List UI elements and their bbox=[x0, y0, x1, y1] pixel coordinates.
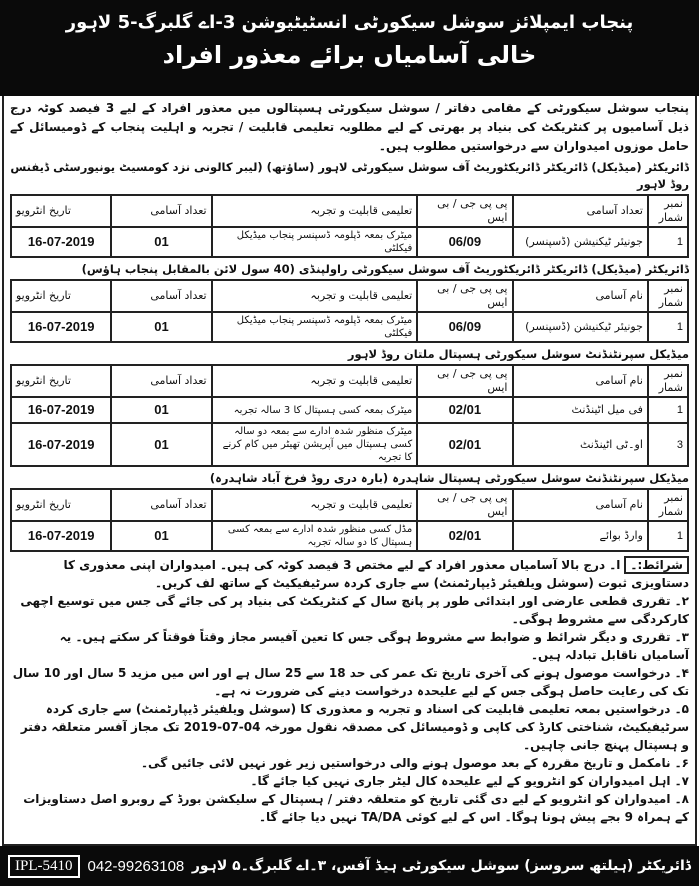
serial-number: 3 bbox=[648, 423, 688, 466]
condition-item: ۶۔ نامکمل و تاریخ مقررہ کے بعد موصول ہونے والی درخواستیں زیر غور نہیں لائی جائیں گی۔ bbox=[141, 756, 689, 770]
column-header: نمبر شمار bbox=[648, 195, 688, 227]
vacancy-table bbox=[10, 364, 689, 467]
post-name: جونیئر ٹیکنیشن (ڈسپنسر) bbox=[513, 227, 648, 257]
column-header: پی پی جی / بی ایس bbox=[417, 195, 512, 227]
column-header: نمبر شمار bbox=[648, 489, 688, 521]
serial-number: 1 bbox=[648, 312, 688, 342]
qualification: میٹرک بمعہ ڈپلومہ ڈسپنسر پنجاب میڈیکل فیکلٹی bbox=[212, 312, 418, 342]
serial-number: 1 bbox=[648, 521, 688, 551]
post-count: 01 bbox=[111, 423, 211, 466]
table-row bbox=[11, 227, 688, 257]
header-banner bbox=[0, 0, 699, 96]
intro-text: پنجاب سوشل سیکورٹی کے مقامی دفاتر / سوشل سیکورٹی ہسپتالوں میں معذور افراد کے لیے 3 فیصد کوٹہ درج ذیل آسامیوں پر کنٹریکٹ کی بنیاد پر بھرتی کے لیے مطلوبہ تعلیمی قابلیت / تجربہ و اہلیت پنجاب کے ڈومیسائل کے حامل موزوں امیدواران سے درخواستیں مطلوب ہیں۔ bbox=[10, 101, 689, 153]
conditions bbox=[10, 556, 689, 826]
interview-date: 16-07-2019 bbox=[11, 397, 111, 423]
post-name: وارڈ بوائے bbox=[513, 521, 648, 551]
post-count: 01 bbox=[111, 312, 211, 342]
phone-number: 042-99263108 bbox=[87, 857, 185, 875]
column-header: تعلیمی قابلیت و تجربہ bbox=[212, 195, 418, 227]
condition-item: شرائط:۔ا۔ درج بالا آسامیاں معذور افراد کے لیے مختص 3 فیصد کوٹہ کی ہیں۔ امیدواران اپنی معذوری کا دستاویزی ثبوت (سوشل ویلفیئر ڈیپارٹمنٹ) سے جاری کردہ سرٹیفیکیٹ کے ساتھ لف کریں۔ bbox=[63, 558, 689, 590]
serial-number: 1 bbox=[648, 227, 688, 257]
pay-scale: 02/01 bbox=[417, 397, 512, 423]
footer bbox=[0, 846, 699, 886]
condition-item: ۵۔ درخواستیں بمعہ تعلیمی قابلیت کی اسناد و تجربہ و معذوری کا (سوشل ویلفیئر ڈیپارٹمنٹ) سے جاری کردہ سرٹیفیکیٹ، شناختی کارڈ کی کاپی و ڈومیسائل کی مصدقہ نقول مورخہ 04-07-2019 تک مجاز آفسر متعلقہ دفتر و ہسپتال پہنچ جانی چاہیں۔ bbox=[20, 702, 689, 752]
interview-date: 16-07-2019 bbox=[11, 312, 111, 342]
post-name: او۔ٹی اٹینڈنٹ bbox=[513, 423, 648, 466]
column-header: نام آسامی bbox=[513, 489, 648, 521]
condition-item: ۲۔ تقرری قطعی عارضی اور ابتدائی طور پر پانچ سال کے کنٹریکٹ کی بنیاد پر کی جائے گی جس میں توسیع اچھی کارکردگی سے مشروط ہوگی۔ bbox=[20, 594, 689, 626]
table-row bbox=[11, 423, 688, 466]
vacancy-table bbox=[10, 488, 689, 552]
column-header: پی پی جی / بی ایس bbox=[417, 489, 512, 521]
interview-date: 16-07-2019 bbox=[11, 227, 111, 257]
post-count: 01 bbox=[111, 397, 211, 423]
qualification: میٹرک بمعہ ڈپلومہ ڈسپنسر پنجاب میڈیکل فیکلٹی bbox=[212, 227, 418, 257]
column-header: تعلیمی قابلیت و تجربہ bbox=[212, 365, 418, 397]
post-count: 01 bbox=[111, 227, 211, 257]
qualification: مڈل کسی منظور شدہ ادارے سے بمعہ کسی ہسپتال کا دو سالہ تجربہ bbox=[212, 521, 418, 551]
table-header bbox=[11, 365, 688, 397]
section-title: ڈائریکٹر (میڈیکل) ڈائریکٹر ڈائریکٹوریٹ آف سوشل سیکورٹی راولپنڈی (40 سول لائن بالمقابل پنجاب ہاؤس) bbox=[81, 262, 689, 276]
column-header: تاریخ انٹرویو bbox=[11, 195, 111, 227]
ad-reference: IPL-5410 bbox=[8, 855, 80, 878]
table-row bbox=[11, 397, 688, 423]
column-header: نمبر شمار bbox=[648, 365, 688, 397]
vacancy-table bbox=[10, 194, 689, 258]
footer-address: ڈائریکٹر (ہیلتھ سروسز) سوشل سیکورٹی ہیڈ آفس، ۳۔اے گلبرگ۔۵ لاہور bbox=[191, 858, 691, 874]
pay-scale: 02/01 bbox=[417, 521, 512, 551]
column-header: تعداد آسامی bbox=[513, 195, 648, 227]
condition-item: ۴۔ درخواست موصول ہونے کی آخری تاریخ تک عمر کی حد 18 سے 25 سال ہے اور اس میں مزید 5 سال اور 10 سال تک کی رعایت حاصل ہوگی جس کے لیے علیحدہ درخواست دینے کی ضرورت نہ ہے۔ bbox=[12, 666, 689, 698]
table-header bbox=[11, 489, 688, 521]
condition-item: ۳۔ تقرری و دیگر شرائط و ضوابط سے مشروط ہوگی جس کا تعین آفیسر مجاز وقتاً فوقتاً کر سکتے ہیں۔ یہ آسامیاں ناقابل تبادلہ ہیں۔ bbox=[59, 630, 689, 662]
column-header: تعداد آسامی bbox=[111, 489, 211, 521]
pay-scale: 06/09 bbox=[417, 312, 512, 342]
column-header: تاریخ انٹرویو bbox=[11, 489, 111, 521]
qualification: میٹرک منظور شدہ ادارے سے بمعہ دو سالہ کسی ہسپتال میں آپریشن تھیٹر میں کام کرنے کا تجربہ bbox=[212, 423, 418, 466]
ad-title: خالی آسامیاں برائے معذور افراد bbox=[162, 41, 537, 69]
column-header: تاریخ انٹرویو bbox=[11, 280, 111, 312]
column-header: نمبر شمار bbox=[648, 280, 688, 312]
column-header: تعلیمی قابلیت و تجربہ bbox=[212, 489, 418, 521]
column-header: پی پی جی / بی ایس bbox=[417, 365, 512, 397]
vacancy-table bbox=[10, 279, 689, 343]
post-count: 01 bbox=[111, 521, 211, 551]
condition-item: ۷۔ اہل امیدواران کو انٹرویو کے لیے علیحدہ کال لیٹر جاری نہیں کیا جائے گا۔ bbox=[250, 774, 689, 788]
column-header: تعداد آسامی bbox=[111, 365, 211, 397]
column-header: تعداد آسامی bbox=[111, 195, 211, 227]
column-header: پی پی جی / بی ایس bbox=[417, 280, 512, 312]
table-header bbox=[11, 195, 688, 227]
serial-number: 1 bbox=[648, 397, 688, 423]
column-header: تعداد آسامی bbox=[111, 280, 211, 312]
column-header: نام آسامی bbox=[513, 365, 648, 397]
qualification: میٹرک بمعہ کسی ہسپتال کا 3 سالہ تجربہ bbox=[212, 397, 418, 423]
pay-scale: 06/09 bbox=[417, 227, 512, 257]
ad-body bbox=[2, 96, 697, 846]
conditions-label: شرائط:۔ bbox=[624, 556, 689, 574]
table-row bbox=[11, 312, 688, 342]
column-header: تعلیمی قابلیت و تجربہ bbox=[212, 280, 418, 312]
org-title: پنجاب ایمپلائز سوشل سیکورٹی انسٹیٹیوشن 3-اے گلبرگ-5 لاہور bbox=[65, 12, 634, 33]
table-header bbox=[11, 280, 688, 312]
section-title: میڈیکل سپرنٹنڈنٹ سوشل سیکورٹی ہسپتال شاہدرہ (بارہ دری روڈ فرخ آباد شاہدرہ) bbox=[209, 471, 689, 485]
post-name: فی میل اٹینڈنٹ bbox=[513, 397, 648, 423]
section-title: ڈائریکٹر (میڈیکل) ڈائریکٹر ڈائریکٹوریٹ آف سوشل سیکورٹی لاہور (ساؤتھ) (لیبر کالونی نزد کومسیٹ یونیورسٹی ڈیفنس روڈ لاہور bbox=[10, 160, 689, 191]
interview-date: 16-07-2019 bbox=[11, 423, 111, 466]
interview-date: 16-07-2019 bbox=[11, 521, 111, 551]
column-header: تاریخ انٹرویو bbox=[11, 365, 111, 397]
column-header: نام آسامی bbox=[513, 280, 648, 312]
post-name: جونیئر ٹیکنیشن (ڈسپنسر) bbox=[513, 312, 648, 342]
condition-item: ۸۔ امیدواران کو انٹرویو کے لیے دی گئی تاریخ کو متعلقہ دفتر / ہسپتال کے سلیکشن بورڈ کے روبرو اصل دستاویزات کے ہمراہ 9 بجے پیش ہونا ہوگا۔ اس کے لیے کوئی TA/DA نہیں دیا جائے گا۔ bbox=[23, 792, 689, 824]
pay-scale: 02/01 bbox=[417, 423, 512, 466]
section-title: میڈیکل سپرنٹنڈنٹ سوشل سیکورٹی ہسپتال ملتان روڈ لاہور bbox=[347, 347, 689, 361]
table-row bbox=[11, 521, 688, 551]
